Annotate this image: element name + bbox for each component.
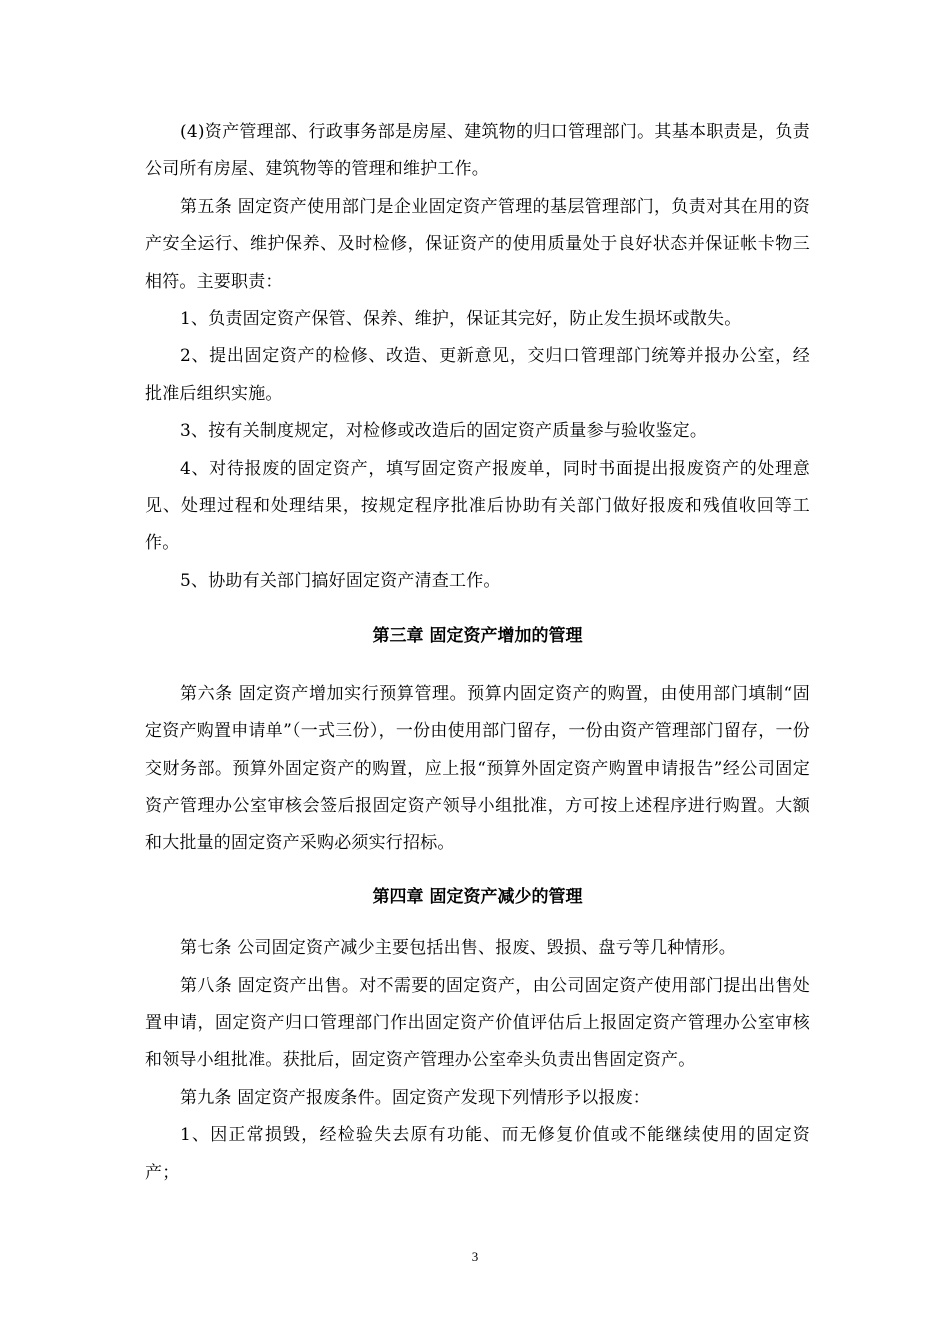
document-page bbox=[145, 114, 810, 1192]
paragraph: 5、协助有关部门搞好固定资产清查工作。 bbox=[180, 570, 501, 591]
paragraph: (4)资产管理部、行政事务部是房屋、建筑物的归口管理部门。其基本职责是，负责公司所有房屋、建筑物等的管理和维护工作。 bbox=[145, 122, 810, 180]
paragraph: 第八条 固定资产出售。对不需要的固定资产，由公司固定资产使用部门提出出售处置申请，固定资产归口管理部门作出固定资产价值评估后上报固定资产管理办公室审核和领导小组批准。获批后，固定资产管理办公室牵头负责出售固定资产。 bbox=[145, 975, 810, 1071]
chapter-heading: 第四章 固定资产减少的管理 bbox=[372, 886, 583, 907]
paragraph: 4、对待报废的固定资产，填写固定资产报废单，同时书面提出报废资产的处理意见、处理过程和处理结果，按规定程序批准后协助有关部门做好报废和残值收回等工作。 bbox=[145, 458, 810, 554]
paragraph: 第五条 固定资产使用部门是企业固定资产管理的基层管理部门，负责对其在用的资产安全运行、维护保养、及时检修，保证资产的使用质量处于良好状态并保证帐卡物三相符。主要职责： bbox=[145, 196, 810, 292]
paragraph: 2、提出固定资产的检修、改造、更新意见，交归口管理部门统筹并报办公室，经批准后组织实施。 bbox=[145, 346, 810, 404]
paragraph: 第六条 固定资产增加实行预算管理。预算内固定资产的购置，由使用部门填制“固定资产购置申请单”（一式三份），一份由使用部门留存，一份由资产管理部门留存，一份交财务部。预算外固定资产的购置，应上报“预算外固定资产购置申请报告”经公司固定资产管理办公室审核会签后报固定资产领导小组批准，方可按上述程序进行购置。大额和大批量的固定资产采购必须实行招标。 bbox=[145, 683, 810, 854]
paragraph: 第七条 公司固定资产减少主要包括出售、报废、毁损、盘亏等几种情形。 bbox=[180, 938, 737, 959]
paragraph: 第九条 固定资产报废条件。固定资产发现下列情形予以报废： bbox=[180, 1087, 651, 1108]
chapter-heading: 第三章 固定资产增加的管理 bbox=[372, 626, 583, 647]
page-number: 3 bbox=[471, 1249, 479, 1264]
paragraph: 3、按有关制度规定，对检修或改造后的固定资产质量参与验收鉴定。 bbox=[180, 421, 708, 442]
paragraph: 1、负责固定资产保管、保养、维护，保证其完好，防止发生损坏或散失。 bbox=[180, 309, 742, 330]
paragraph: 1、因正常损毁，经检验失去原有功能、而无修复价值或不能继续使用的固定资产； bbox=[145, 1125, 810, 1183]
